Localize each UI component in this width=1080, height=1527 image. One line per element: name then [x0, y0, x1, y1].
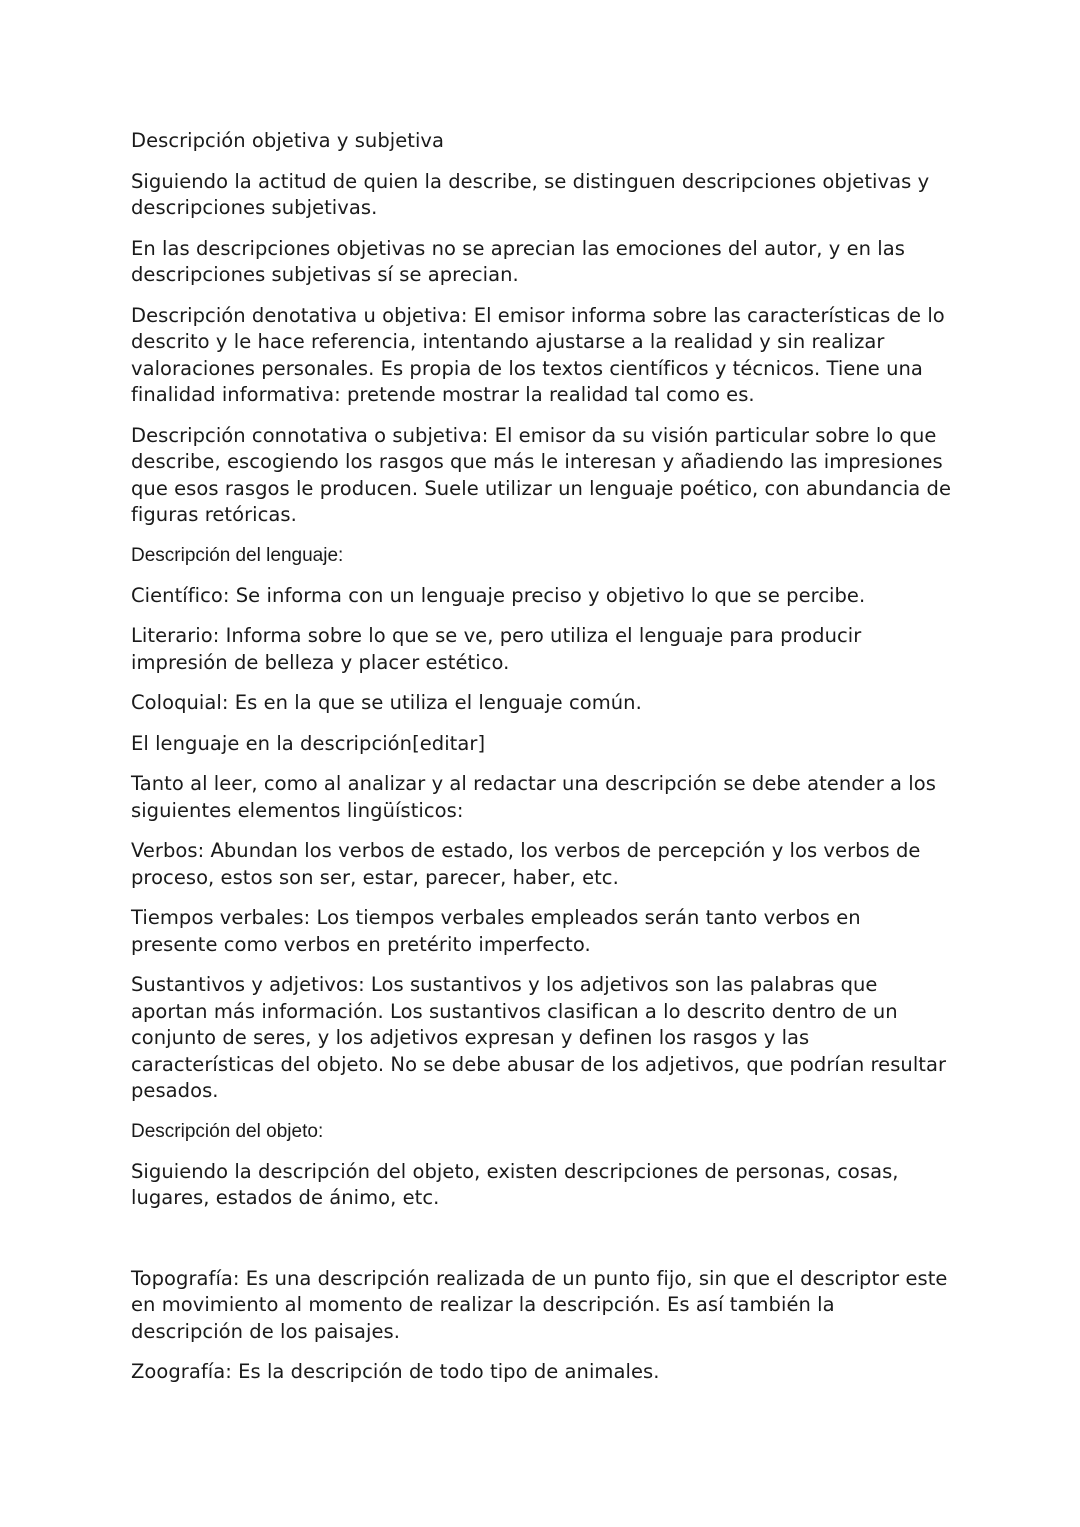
paragraph-colloquial: Coloquial: Es en la que se utiliza el lenguaje común.	[131, 691, 642, 714]
section-heading-objective-subjective: Descripción objetiva y subjetiva	[131, 129, 445, 152]
paragraph-nouns-adjectives: Sustantivos y adjetivos: Los sustantivos y los adjetivos son las palabras que aportan más información. Los sustantivos clasifican a lo descrito dentro de un conjunto de seres, y los adjetivos expresan y definen los rasgos y las características del objeto. No se debe abusar de los adjetivos, que podrían resultar pesados.	[131, 973, 947, 1102]
paragraph-verb-tenses: Tiempos verbales: Los tiempos verbales empleados serán tanto verbos en presente como verbos en pretérito imperfecto.	[131, 906, 861, 956]
section-heading-language-in-description: El lenguaje en la descripción[editar]	[131, 731, 486, 755]
paragraph: Tanto al leer, como al analizar y al redactar una descripción se debe atender a los siguientes elementos lingüísticos:	[131, 772, 936, 822]
paragraph-topography: Topografía: Es una descripción realizada de un punto fijo, sin que el descriptor este en movimiento al momento de realizar la descripción. Es así también la descripción de los paisajes.	[131, 1266, 948, 1343]
section-heading-language: Descripción del lenguaje:	[131, 544, 344, 566]
paragraph-scientific: Científico: Se informa con un lenguaje preciso y objetivo lo que se percibe.	[131, 583, 866, 607]
paragraph: Siguiendo la descripción del objeto, existen descripciones de personas, cosas, lugares, estados de ánimo, etc.	[131, 1159, 899, 1209]
blank-space	[131, 1226, 951, 1266]
section-heading-object: Descripción del objeto:	[131, 1120, 324, 1142]
paragraph-zoography: Zoografía: Es la descripción de todo tipo de animales.	[131, 1360, 660, 1383]
paragraph-denotative: Descripción denotativa u objetiva: El emisor informa sobre las características de lo descrito y le hace referencia, intentando ajustarse a la realidad y sin realizar valoraciones personales. Es propia de los textos científicos y técnicos. Tiene una finalidad informativa: pretende mostrar la realidad tal como es.	[131, 303, 945, 406]
paragraph-connotative: Descripción connotativa o subjetiva: El emisor da su visión particular sobre lo que describe, escogiendo los rasgos que más le interesan y añadiendo las impresiones que esos rasgos le producen. Suele utilizar un lenguaje poético, con abundancia de figuras retóricas.	[131, 423, 952, 526]
paragraph-verbs: Verbos: Abundan los verbos de estado, los verbos de percepción y los verbos de proceso, estos son ser, estar, parecer, haber, etc.	[131, 839, 921, 889]
document-body	[131, 128, 951, 1400]
paragraph-literary: Literario: Informa sobre lo que se ve, pero utiliza el lenguaje para producir impresión de belleza y placer estético.	[131, 624, 862, 674]
paragraph: Siguiendo la actitud de quien la describe, se distinguen descripciones objetivas y descripciones subjetivas.	[131, 169, 930, 219]
paragraph: En las descripciones objetivas no se aprecian las emociones del autor, y en las descripciones subjetivas sí se aprecian.	[131, 236, 905, 286]
